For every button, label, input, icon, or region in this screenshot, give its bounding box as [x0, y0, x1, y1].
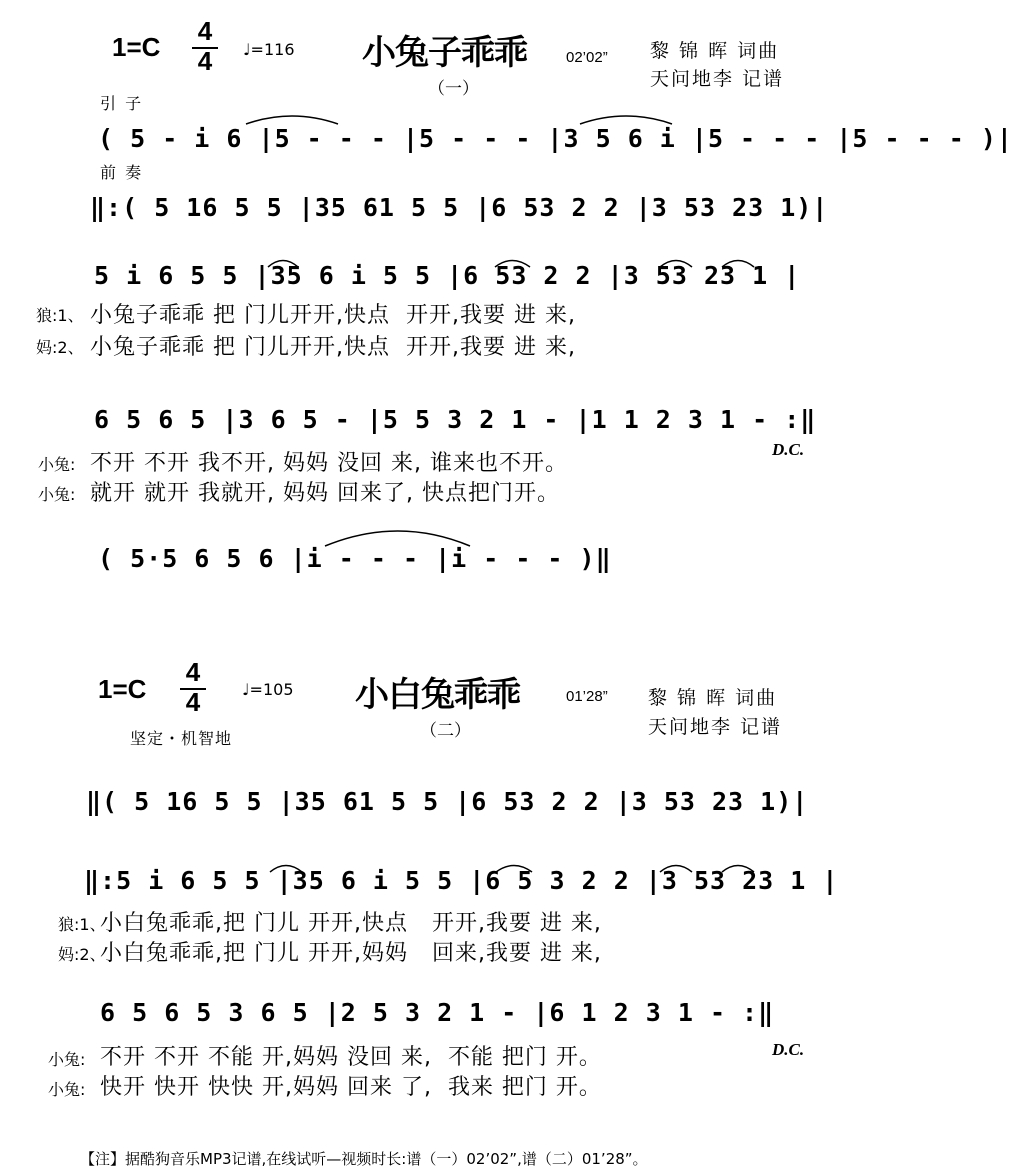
song1-intro-label: 引 子: [100, 94, 144, 113]
song1-key: 1=C: [112, 32, 161, 62]
song1-time-bottom: 4: [197, 46, 213, 76]
song1-answer-notes: 6 5 6 5 |3 6 5 - |5 5 3 2 1 - |1 1 2 3 1 - :‖: [94, 405, 817, 434]
tie-intro-1: [246, 116, 338, 124]
song2-verse-lyric1-prefix: 狼:1、: [58, 915, 106, 934]
song1-coda-line: ( 5·5 6 5 6 |i - - - |i - - - )‖: [98, 544, 612, 573]
song2-answer-lyric1-prefix: 小兔:: [48, 1050, 86, 1069]
song1-title: 小兔子乖乖: [362, 33, 527, 73]
song1-answer-lyric1: 不开 不开 我不开, 妈妈 没回 来, 谁来也不开。: [90, 451, 568, 476]
song2-dc-mark: D.C.: [772, 1040, 805, 1059]
song1-credit-composer: 黎 锦 晖 词曲: [650, 40, 780, 62]
song2-answer-lyric1: 不开 不开 不能 开,妈妈 没回 来, 不能 把门 开。: [100, 1045, 602, 1070]
song2-key: 1=C: [98, 674, 147, 704]
song2-time-top: 4: [185, 657, 201, 687]
song2-verse-notes: ‖:5 i 6 5 5 |35 6 i 5 5 |6 5 3 2 2 |3 53 23 1 |: [84, 866, 839, 895]
song1-verse-notes: 5 i 6 5 5 |35 6 i 5 5 |6 53 2 2 |3 53 23 1 |: [94, 261, 801, 290]
song1-intro-line: ( 5 - i 6 |5 - - - |5 - - - |3 5 6 i |5 - - - |5 - - - )|: [98, 124, 1013, 153]
song1-tempo: ♩=116: [243, 40, 295, 59]
song1-answer-lyric2-prefix: 小兔:: [38, 485, 76, 504]
song1-verse-lyric1-prefix: 狼:1、: [36, 306, 84, 325]
song2-title: 小白兔乖乖: [355, 675, 520, 715]
song1-verse-lyric2-prefix: 妈:2、: [36, 338, 84, 357]
song1-verse-lyric1: 小兔子乖乖 把 门儿开开,快点 开开,我要 进 来,: [90, 303, 576, 328]
song2-duration: 01’28”: [566, 688, 608, 705]
song2-time-bottom: 4: [185, 687, 201, 717]
song2-prelude-line: ‖( 5 16 5 5 |35 61 5 5 |6 53 2 2 |3 53 23 1)|: [86, 787, 809, 816]
song1-verse-lyric2: 小兔子乖乖 把 门儿开开,快点 开开,我要 进 来,: [90, 335, 576, 360]
song1-answer-lyric1-prefix: 小兔:: [38, 455, 76, 474]
song2-answer-lyric2: 快开 快开 快快 开,妈妈 回来 了, 我来 把门 开。: [100, 1075, 602, 1100]
song1-dc-mark: D.C.: [772, 440, 805, 459]
song2-answer-lyric2-prefix: 小兔:: [48, 1080, 86, 1099]
tie-intro-2: [580, 116, 672, 124]
song2-verse-lyric2: 小白兔乖乖,把 门儿 开开,妈妈 回来,我要 进 来,: [100, 941, 602, 966]
song1-credit-notation: 天问地李 记谱: [650, 68, 785, 90]
song1-duration: 02’02”: [566, 49, 608, 66]
song2-verse-lyric1: 小白兔乖乖,把 门儿 开开,快点 开开,我要 进 来,: [100, 911, 602, 936]
song2-answer-notes: 6 5 6 5 3 6 5 |2 5 3 2 1 - |6 1 2 3 1 - :‖: [100, 998, 775, 1027]
song2-tempo: ♩=105: [242, 680, 294, 699]
song2-verse-lyric2-prefix: 妈:2、: [58, 945, 106, 964]
song1-time-top: 4: [197, 16, 213, 46]
song2-credit-notation: 天问地李 记谱: [648, 716, 783, 738]
footer-note: 【注】据酷狗音乐MP3记谱,在线试听—视频时长:谱（一）02’02”,谱（二）01’28”。: [80, 1150, 648, 1168]
song1-answer-lyric2: 就开 就开 我就开, 妈妈 回来了, 快点把门开。: [90, 481, 560, 506]
song1-prelude-line: ‖:( 5 16 5 5 |35 61 5 5 |6 53 2 2 |3 53 23 1)|: [90, 193, 829, 222]
song1-part-number: （一）: [428, 79, 479, 99]
song2-credit-composer: 黎 锦 晖 词曲: [648, 687, 778, 709]
song2-expression: 坚定・机智地: [130, 729, 233, 748]
song1-prelude-label: 前 奏: [100, 163, 144, 182]
song2-part-number: （二）: [420, 721, 471, 741]
